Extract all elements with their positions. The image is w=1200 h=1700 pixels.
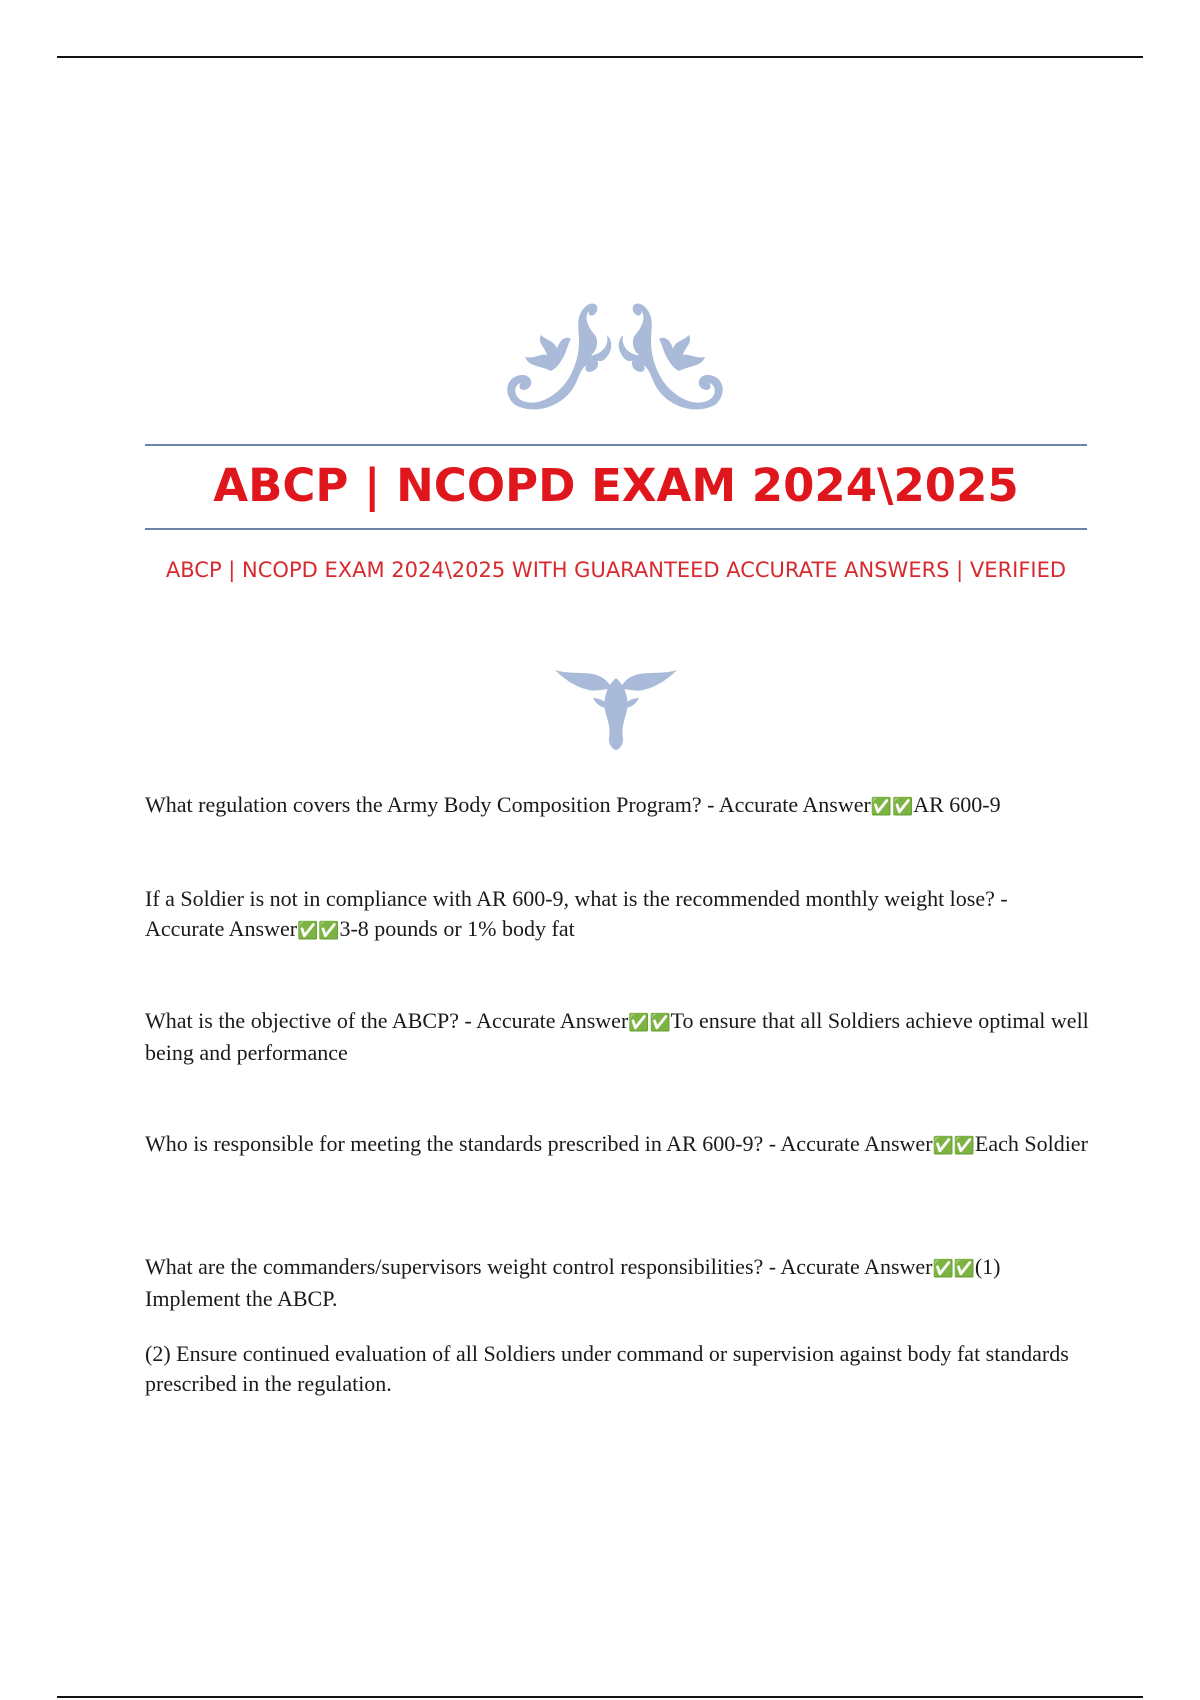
page-top-rule	[57, 56, 1143, 58]
answer-text: Each Soldier	[974, 1131, 1088, 1156]
page-bottom-rule	[57, 1696, 1143, 1698]
check-icon: ✅	[628, 1013, 650, 1033]
qa-item-1	[145, 790, 1090, 822]
qa-item-5-continuation: (2) Ensure continued evaluation of all Soldiers under command or supervision against body fat standards prescribed in the regulation.	[145, 1341, 1069, 1396]
flourish-ornament-top	[495, 295, 735, 425]
qa-item-2	[145, 884, 1090, 946]
answer-label: Accurate Answer	[780, 1131, 933, 1156]
answer-text: (1) Implement the ABCP.	[145, 1254, 1001, 1311]
answer-label: Accurate Answer	[145, 916, 298, 941]
check-icon: ✅	[870, 797, 893, 817]
answer-text: To ensure that all Soldiers achieve optimal well being and performance	[145, 1008, 1089, 1065]
check-icon: ✅	[318, 921, 340, 941]
check-icon: ✅	[932, 1136, 954, 1156]
question-text: What regulation covers the Army Body Composition Program? -	[145, 792, 719, 817]
check-icon: ✅	[932, 1259, 954, 1279]
document-title: ABCP | NCOPD EXAM 2024\2025	[213, 459, 1019, 512]
check-icon: ✅	[297, 921, 319, 941]
answer-label: Accurate Answer	[476, 1008, 629, 1033]
qa-item-3	[145, 1006, 1090, 1068]
document-subtitle: ABCP | NCOPD EXAM 2024\2025 WITH GUARANTEED ACCURATE ANSWERS | VERIFIED	[165, 558, 1067, 582]
question-text: What is the objective of the ABCP? -	[145, 1008, 477, 1033]
answer-label: Accurate Answer	[780, 1254, 933, 1279]
qa-item-5	[145, 1252, 1090, 1314]
answer-label: Accurate Answer	[718, 792, 871, 817]
title-rule-upper	[145, 444, 1087, 446]
answer-text: 3-8 pounds or 1% body fat	[339, 916, 575, 941]
qa-item-4	[145, 1129, 1090, 1161]
flourish-right	[619, 304, 723, 410]
question-text: If a Soldier is not in compliance with AR 600-9, what is the recommended monthly weight lose? -	[145, 886, 1008, 911]
check-icon: ✅	[649, 1013, 671, 1033]
check-icon: ✅	[953, 1136, 975, 1156]
fleuron-ornament-divider	[553, 664, 679, 750]
answer-text: AR 600-9	[913, 792, 1001, 817]
flourish-left	[507, 304, 611, 410]
title-rule-lower	[145, 528, 1087, 530]
check-icon: ✅	[892, 797, 914, 817]
question-text: What are the commanders/supervisors weight control responsibilities? -	[145, 1254, 781, 1279]
question-text: Who is responsible for meeting the standards prescribed in AR 600-9? -	[145, 1131, 781, 1156]
check-icon: ✅	[953, 1259, 975, 1279]
